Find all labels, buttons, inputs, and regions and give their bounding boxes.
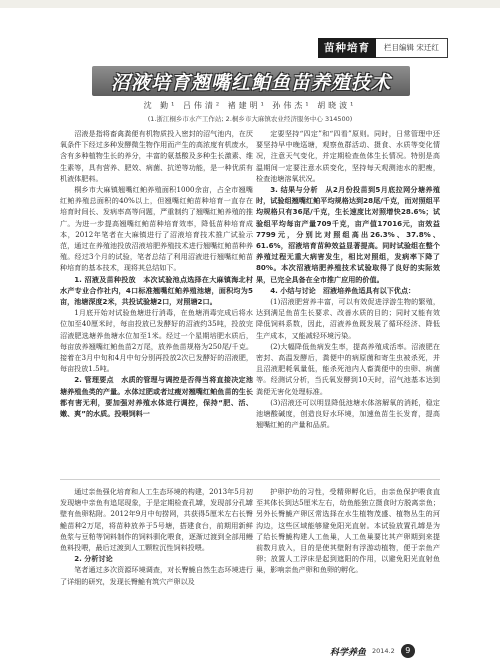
column-name: 苗种培育	[318, 38, 376, 58]
body-paragraph: 桐乡市大麻镇翘嘴红鲌养殖面积1000余亩，占全市翘嘴红鲌养殖总面积的40%以上，但翘嘴红鲌苗种培育一直存在培育时间长、发病率高等问题，严重制约了翘嘴红鲌养殖的推广。为进一步提高翘嘴红鲌苗种培育效率，降低苗种培育成本，2012年笔者在大麻镇进行了沼液培育技术推广试验示范，通过在养殖池投放沼液培肥养殖技术进行翘嘴红鲌苗种养殖。经过3个月的试验，笔者总结了利用沼液进行翘嘴红鲌苗种培育的基本技术，现将其总结如下。	[60, 185, 253, 273]
magazine-name: 科学养鱼	[330, 647, 367, 658]
section-heading-paragraph: 2. 管理要点 水质的管理与调控是否得当将直接决定池塘养殖鱼类的产量。水体过肥或者过瘦对翘嘴红鲌鱼苗的生长都有害无利，要加强对养殖水体进行调控，保持“肥、活、嫩、爽”的水质。投喂饲料一	[60, 375, 253, 419]
section-heading-paragraph: 2. 分析讨论	[74, 554, 113, 564]
body-paragraph: 沼液是指将畜禽粪便有机物质投入密封的沼气池内，在厌氧条件下经过多种发酵微生物作用而产生的高浓度有机废水，含有多种植物生长的养分，丰富的氨基酸及多种生长激素、维生素等，具有营养、肥效、病菌、抗逆等功能，是一种优质有机液体肥料。	[60, 129, 253, 183]
authors: 沈 勤¹ 吕伟清² 褚建明¹ 孙伟杰¹ 胡晓波¹	[143, 101, 357, 110]
issue-number: 2014.2	[372, 647, 395, 655]
article-title: 沼液培育翘嘴红鲌鱼苗养殖技术	[110, 71, 391, 94]
section-divider	[60, 479, 440, 480]
page-number: 9	[401, 644, 415, 658]
lower-column-left	[60, 486, 253, 606]
body-paragraph: (3)沼液还可以明显降低池塘水体溶解氧的消耗，稳定池塘酸碱度，创造良好水环境，加速鱼苗生长发育，提高翘嘴红鲌的产量和品质。	[256, 397, 440, 430]
page-footer	[330, 644, 415, 658]
title-banner	[92, 66, 410, 96]
body-paragraph: 通过亲鱼强化培育和人工生态环境的构建，2013年5月初发现塘中亲鱼有追尾现象，于是定期检查孔罅，发现部分孔罅壁有鱼卵粘附。2012年9月中旬捞网，共获得5厘米左右长臀鮠苗种2万尾，将苗种放养于5号塘，搭建食台，前期用新鲜鱼浆与豆粕等饲料制作的饲料驯化喂食，逐渐过渡到全部用鳗鱼料投喂，最后过渡到人工颗粒沉性饲料投喂。	[60, 487, 253, 553]
affiliation: (1.浙江桐乡市水产工作站; 2.桐乡市大麻镇农业经济服务中心 314500)	[147, 115, 353, 123]
body-column-right	[256, 128, 440, 468]
body-column-left	[60, 128, 253, 468]
body-paragraph: (1)沼液肥营养丰富，可以有效促进浮游生物的繁殖，达到满足鱼苗生长要求、改善水质的目的；同时又能有效降低饲料系数，因此，沼液养鱼既发展了循环经济、降低生产成本，又能减轻环境污染。	[256, 297, 440, 340]
section-heading-paragraph: 1. 沼液及苗种投放 本次试验池点选择在大麻镇海北村水产专业合作社内，4口标准翘嘴红鲌养殖池塘，面积均为5亩，池塘深度2米，共投试验塘2口，对照塘2口。	[60, 274, 253, 307]
body-paragraph: (2)大幅降低鱼病发生率，提高养殖成活率。沼液肥在密封、高温发酵后，粪便中的病原菌和寄生虫被杀死，并且沼液肥耗氧量低，能杀死池内人畜粪便中的虫卵、病菌等。经测试分析，当氏氧发酵到10天时，沼气池基本达到粪便无害化处理标准。	[256, 341, 440, 396]
body-paragraph: 定要坚持“四定”和“四看”原则。同时，日常管理中还要坚持早中晚巡塘，观察鱼群活动、摄食、水质等变化情况，注意天气变化，并定期检查鱼体生长情况。特别是高温期间一定要注意水质变化，坚持每天观测池水的肥瘦，检查池塘溶氧状况。	[256, 129, 440, 183]
header-strip	[0, 0, 500, 8]
section-heading-paragraph: 4. 小结与讨论 沼液培养鱼适具有以下优点：	[270, 285, 416, 295]
body-paragraph: 1月底开始对试验鱼塘进行消毒，在鱼塘消毒完成后将水位加至40厘米时，每亩投放已发酵好的沼液约35吨，投放完沼液肥选塘养鱼塘水位加至1米。经过一个星期培肥水质后，每亩放养翘嘴红鲌鱼苗2万尾，放养鱼苗规格为250尾/千克。接着在3月中旬和4月中旬分别再投放2次已发酵好的沼液肥，每亩投放1.5吨。	[60, 308, 253, 374]
column-tag	[318, 38, 448, 58]
body-paragraph: 护卵护幼的习性，受精卵孵化后，由亲鱼保护喂食直至其体长到达5厘米左右，幼鱼能独立摄食时方脱离亲鱼；另外长臀鮠产卵区常选择在水生植物茂盛、植物丛生的河沟边，这些区域能够避免阳光直射。本试验放置孔罅是为了给长臀鮠构建人工鱼巢，人工鱼巢要比其产卵期到来提前数月放入，目的是使其壁附有浮游动植物，便于亲鱼产卵；放置人工浮床是起到遮阳的作用，以避免阳光直射鱼巢，影响亲鱼产卵和鱼卵的孵化。	[256, 487, 440, 575]
section-heading-paragraph: 3. 结果与分析 从2月份投苗到5月底拉网分塘养殖时，试验组翘嘴红鲌平均规格达到28尾/千克，而对照组平均规格只有36尾/千克，生长速度比对照增快28.6%；试验组平均每亩产量709千克，亩产值17016元，亩效益7799元，分别比对照组高出26.3%、37.8%、61.6%，沼液培育苗种效益显著提高。同时试验组在整个养殖过程无重大病害发生，相比对照组，发病率下降了80%。本次沼液培肥养殖技术试验取得了良好的实际效果，已完全具备在全市推广应用的价值。	[256, 185, 440, 284]
body-paragraph: 笔者通过多次资源环境调查，对长臀鮠自然生态环境进行了详细的研究，发现长臀鮠有筑穴产卵以及	[60, 565, 253, 586]
column-editor: 栏目编辑 宋迁红	[376, 38, 448, 58]
lower-column-right	[256, 486, 440, 606]
